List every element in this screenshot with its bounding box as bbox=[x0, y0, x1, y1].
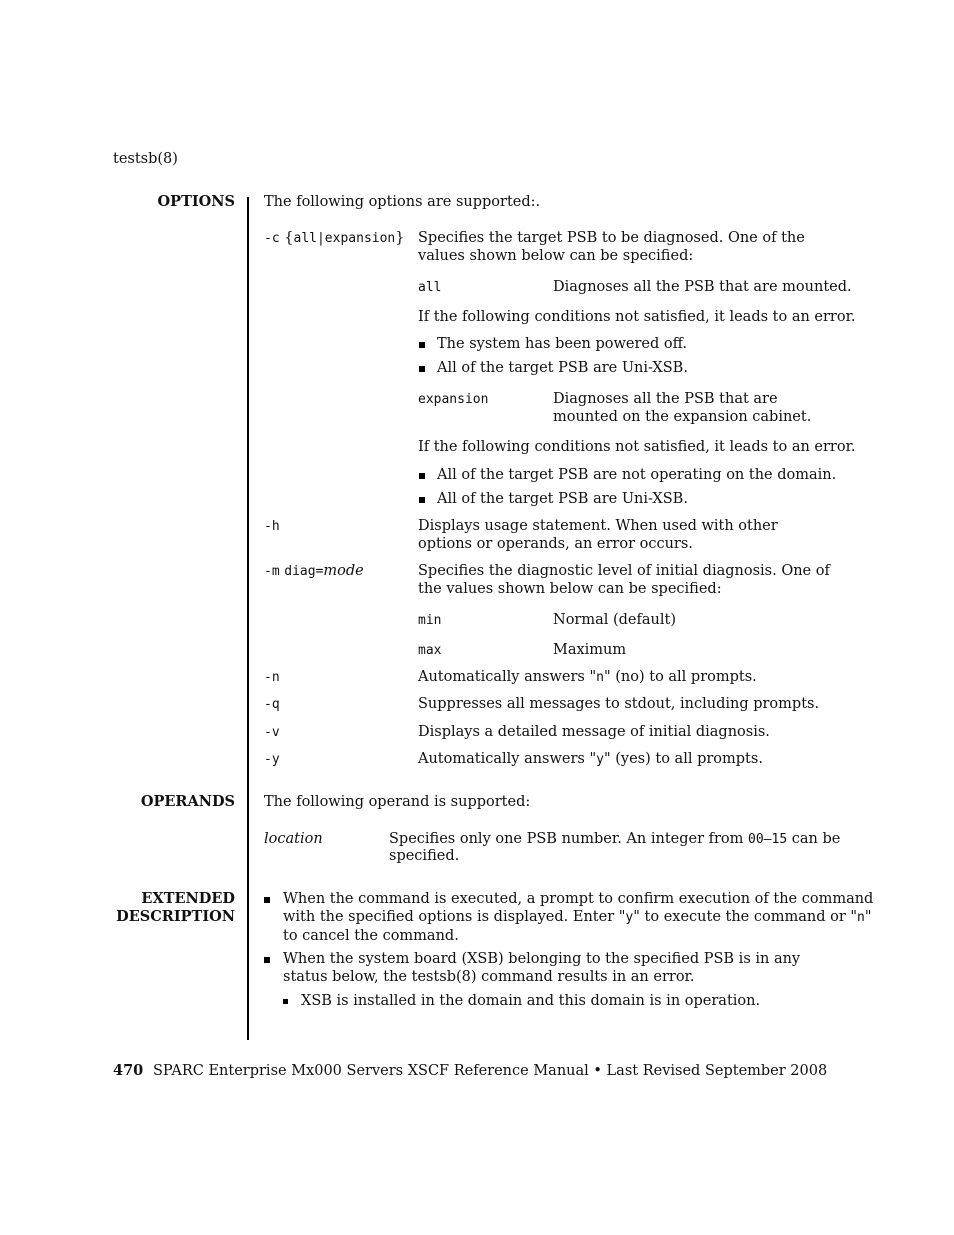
option-m-max-desc: Maximum bbox=[553, 642, 627, 658]
bullet-icon bbox=[283, 999, 288, 1004]
operand-location-name: location bbox=[264, 831, 323, 847]
extended-bullet-2: When the system board (XSB) belonging to the specified PSB is in any status below, the testsb(8) command results in an error. bbox=[283, 951, 801, 985]
bullet-icon bbox=[419, 473, 425, 479]
extended-heading: EXTENDED DESCRIPTION bbox=[116, 890, 235, 925]
option-m-flag: -m bbox=[264, 564, 280, 579]
option-c-cond1-item-1: The system has been powered off. bbox=[437, 336, 687, 352]
bullet-icon bbox=[419, 497, 425, 503]
footer-text: SPARC Enterprise Mx000 Servers XSCF Reference Manual • Last Revised September 2008 bbox=[153, 1063, 828, 1079]
operands-heading: OPERANDS bbox=[140, 793, 235, 810]
option-y-desc: Automatically answers "y" (yes) to all prompts. bbox=[418, 751, 763, 767]
option-c-desc: Specifies the target PSB to be diagnosed. One of the values shown below can be specified: bbox=[418, 230, 805, 264]
option-m-max-name: max bbox=[418, 643, 442, 658]
option-c-brace-open: { bbox=[284, 230, 294, 246]
option-m-desc: Specifies the diagnostic level of initial diagnosis. One of the values shown below can be specified: bbox=[418, 563, 830, 597]
option-c-expansion-desc: Diagnoses all the PSB that are mounted on the expansion cabinet. bbox=[553, 391, 812, 425]
option-c-condition-1: If the following conditions not satisfied, it leads to an error. bbox=[418, 309, 856, 325]
option-m-arg: diag= bbox=[284, 564, 324, 579]
option-c-all-name: all bbox=[418, 280, 442, 295]
option-v-flag: -v bbox=[264, 725, 280, 740]
option-c-brace-close: } bbox=[395, 230, 405, 246]
option-n-desc: Automatically answers "n" (no) to all prompts. bbox=[418, 669, 757, 685]
options-intro: The following options are supported:. bbox=[264, 194, 541, 210]
option-q-flag: -q bbox=[264, 697, 280, 712]
option-q-desc: Suppresses all messages to stdout, including prompts. bbox=[418, 696, 820, 712]
page-number: 470 bbox=[113, 1062, 144, 1079]
option-c-all-desc: Diagnoses all the PSB that are mounted. bbox=[553, 279, 852, 295]
option-h-desc: Displays usage statement. When used with other options or operands, an error occurs. bbox=[418, 518, 778, 552]
option-y-flag: -y bbox=[264, 752, 280, 767]
option-h-flag: -h bbox=[264, 519, 280, 534]
options-heading: OPTIONS bbox=[157, 193, 235, 210]
option-n-flag: -n bbox=[264, 670, 280, 685]
bullet-icon bbox=[264, 957, 270, 963]
running-title: testsb(8) bbox=[113, 151, 178, 167]
operand-location-desc: Specifies only one PSB number. An integer from 00–15 can be bbox=[389, 831, 841, 847]
option-c-cond1-item-2: All of the target PSB are Uni-XSB. bbox=[437, 360, 688, 376]
option-m-min-name: min bbox=[418, 613, 442, 628]
option-m-term bbox=[264, 562, 364, 581]
option-v-desc: Displays a detailed message of initial diagnosis. bbox=[418, 724, 770, 740]
option-c-condition-2: If the following conditions not satisfied, it leads to an error. bbox=[418, 439, 856, 455]
option-c-cond2-item-1: All of the target PSB are not operating on the domain. bbox=[437, 467, 837, 483]
option-m-min-desc: Normal (default) bbox=[553, 612, 676, 628]
bullet-icon bbox=[419, 366, 425, 372]
section-rule bbox=[247, 197, 249, 1040]
operand-location-desc-cont: specified. bbox=[389, 848, 460, 864]
option-c-flag: -c bbox=[264, 231, 280, 246]
extended-sub-bullet-1: XSB is installed in the domain and this domain is in operation. bbox=[301, 993, 761, 1009]
extended-bullet-1: When the command is executed, a prompt to confirm execution of the command with the specified options is displayed. Enter "y" to execute the command or "n" to cancel the command. bbox=[283, 891, 874, 944]
bullet-icon bbox=[264, 897, 270, 903]
option-c-expansion-name: expansion bbox=[418, 392, 489, 407]
option-c-term bbox=[264, 229, 404, 248]
option-c-values: all|expansion bbox=[293, 231, 396, 246]
operands-intro: The following operand is supported: bbox=[264, 794, 531, 810]
bullet-icon bbox=[419, 342, 425, 348]
option-m-arg-italic: mode bbox=[323, 563, 364, 579]
option-c-cond2-item-2: All of the target PSB are Uni-XSB. bbox=[437, 491, 688, 507]
